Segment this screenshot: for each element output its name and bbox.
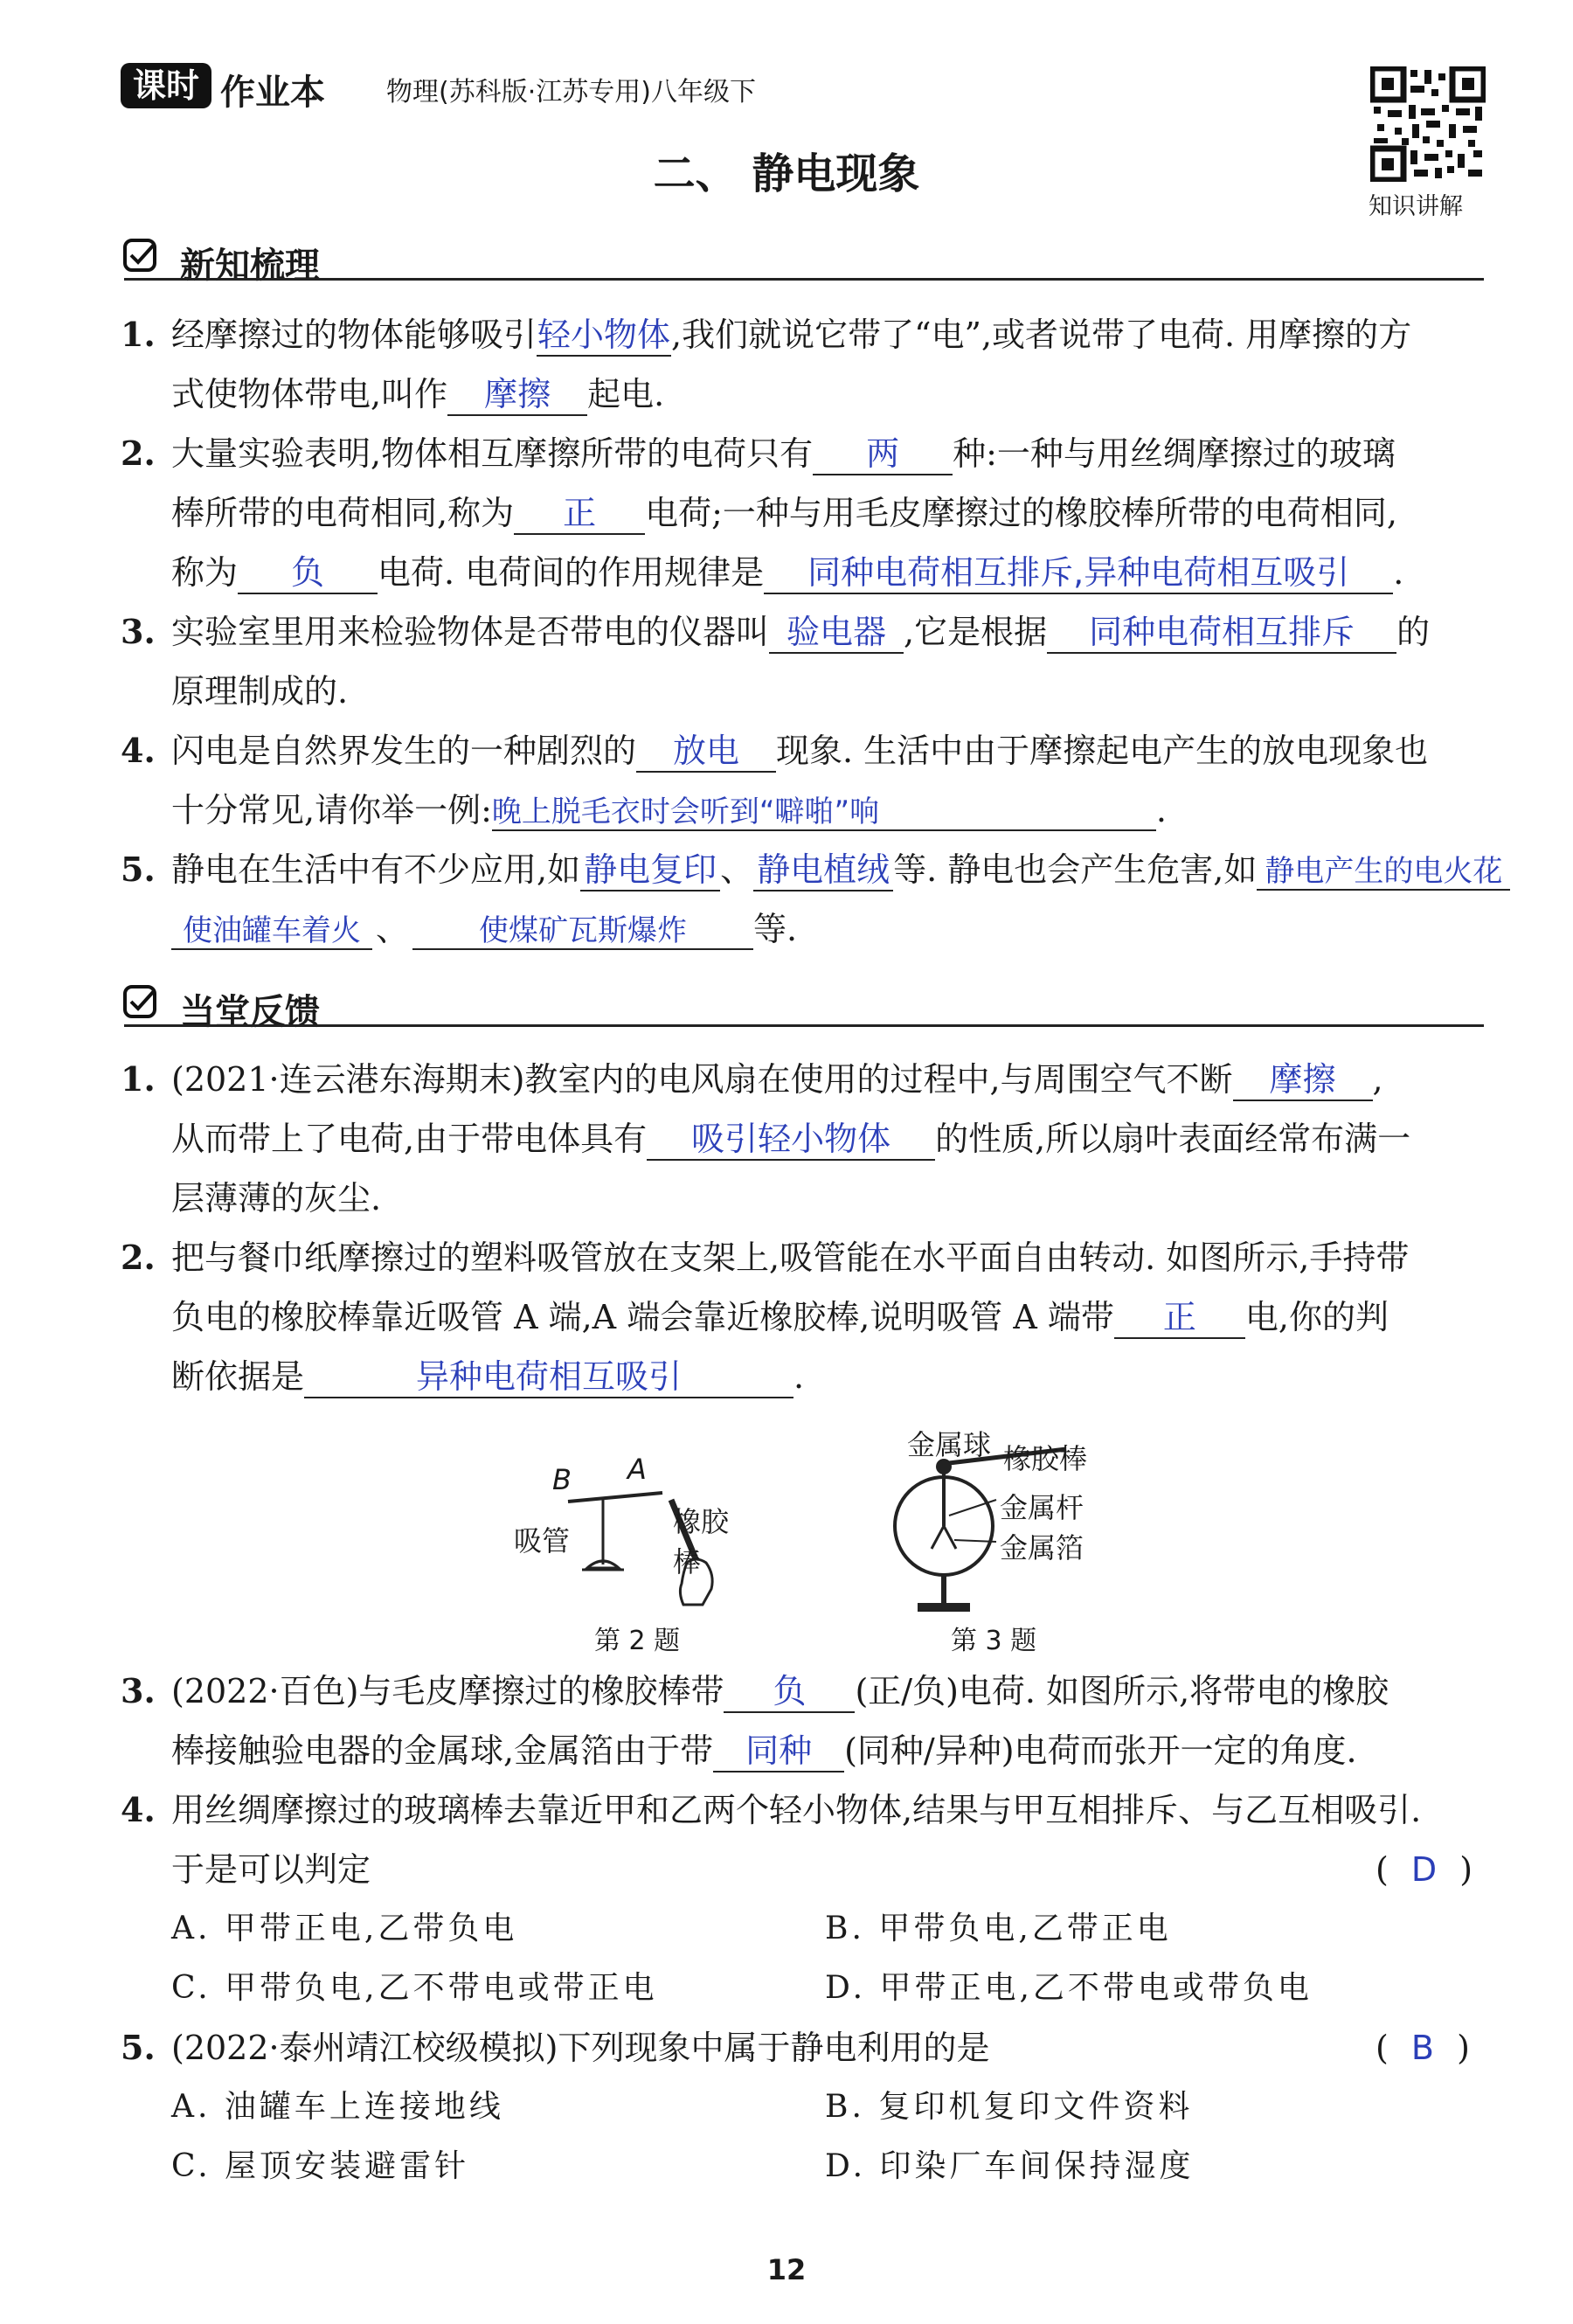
s2-q3-blank1[interactable]: 负: [724, 1673, 855, 1713]
brand-name: 作业本: [220, 73, 325, 113]
s2-q5-answer-box[interactable]: [1376, 2026, 1470, 2070]
text: 现象. 生活中由于摩擦起电产生的放电现象也: [776, 732, 1429, 770]
s1-q1-blank2[interactable]: 摩擦: [447, 376, 587, 416]
s1-q1-line2: [171, 372, 664, 416]
text: 原理制成的.: [171, 672, 349, 711]
text: 称为: [171, 553, 239, 592]
text: 的性质,所以扇叶表面经常布满一: [935, 1120, 1411, 1158]
section2-check-icon: [122, 984, 159, 1024]
text: 闪电是自然界发生的一种剧烈的: [171, 732, 637, 770]
s1-q5-line2: [171, 907, 797, 951]
text: ,我们就说它带了“电”,或者说带了电荷. 用摩擦的方: [671, 316, 1412, 354]
fig2-label-rod: 橡胶棒: [673, 1505, 730, 1578]
text: 用丝绸摩擦过的玻璃棒去靠近甲和乙两个轻小物体,结果与甲互相排斥、与乙互相吸引.: [171, 1791, 1422, 1829]
s1-q5-number: 5.: [121, 850, 156, 889]
s2-q5-option-d[interactable]: D. 印染厂车间保持湿度: [825, 2148, 1195, 2184]
text: 负电的橡胶棒靠近吸管 A 端,A 端会靠近橡胶棒,说明吸管 A 端带: [171, 1298, 1114, 1336]
text: 层薄薄的灰尘.: [171, 1179, 382, 1217]
s1-q1-number: 1.: [121, 315, 156, 354]
section2-title: 当堂反馈: [180, 992, 320, 1032]
s1-q5-blank3[interactable]: 静电产生的电火花: [1257, 855, 1510, 891]
text: 实验室里用来检验物体是否带电的仪器叫: [171, 613, 770, 651]
s2-q5-option-c[interactable]: C. 屋顶安装避雷针: [171, 2148, 470, 2184]
text: (2022·百色)与毛皮摩擦过的橡胶棒带: [171, 1672, 724, 1710]
qr-caption: 知识讲解: [1369, 193, 1463, 220]
text: 等.: [753, 910, 798, 948]
s1-q4-line2: [171, 788, 1167, 832]
s2-q4-answer-box[interactable]: [1376, 1848, 1473, 1891]
s2-q5-option-b[interactable]: B. 复印机复印文件资料: [825, 2089, 1194, 2125]
text: 经摩擦过的物体能够吸引: [171, 316, 537, 354]
s2-q5-answer: B: [1410, 2029, 1434, 2067]
paren: (: [1376, 1850, 1389, 1889]
s1-q1-blank1[interactable]: 轻小物体: [537, 316, 671, 357]
fig3-label-stem: 金属杆: [1000, 1491, 1084, 1524]
s1-q2-blank4[interactable]: 同种电荷相互排斥,异种电荷相互吸引: [764, 554, 1393, 594]
s1-q5-blank1[interactable]: 静电复印: [580, 851, 720, 891]
text: 静电在生活中有不少应用,如: [171, 850, 581, 889]
paren: ): [1457, 2029, 1470, 2067]
s1-q5-blank5[interactable]: 使煤矿瓦斯爆炸: [412, 914, 753, 950]
fig2-label-straw: 吸管: [514, 1524, 571, 1557]
s2-q1-line2: [171, 1117, 1410, 1161]
text: .: [793, 1357, 805, 1396]
s2-q1-blank2[interactable]: 吸引轻小物体: [647, 1120, 935, 1161]
s2-q3-number: 3.: [121, 1671, 156, 1710]
page-title: 二、 静电现象: [653, 149, 920, 198]
text: 起电.: [587, 375, 665, 413]
brand-logo: 课时: [121, 63, 211, 108]
text: (同种/异种)电荷而张开一定的角度.: [844, 1731, 1357, 1770]
s1-q3-line2: [171, 669, 348, 713]
paren: (: [1376, 2029, 1389, 2067]
s2-q4-number: 4.: [121, 1790, 156, 1829]
s2-q4-option-d[interactable]: D. 甲带正电,乙不带电或带负电: [825, 1970, 1313, 2006]
fig3-label-ball: 金属球: [907, 1428, 992, 1461]
s2-q5-option-a[interactable]: A. 油罐车上连接地线: [171, 2089, 504, 2125]
s2-q5-line1: [171, 2026, 989, 2070]
text: 电荷. 电荷间的作用规律是: [378, 553, 765, 592]
s2-q3-blank2[interactable]: 同种: [713, 1732, 844, 1772]
text: 电荷;一种与用毛皮摩擦过的橡胶棒所带的电荷相同,: [645, 494, 1397, 532]
text: 、: [720, 850, 754, 889]
s2-q3-line1: [171, 1669, 1389, 1713]
figure-3-caption: 第 3 题: [951, 1626, 1037, 1656]
s2-q4-line1: [171, 1788, 1421, 1832]
text: 把与餐巾纸摩擦过的塑料吸管放在支架上,吸管能在水平面自由转动. 如图所示,手持带: [171, 1238, 1410, 1277]
s2-q2-blank1[interactable]: 正: [1114, 1299, 1245, 1339]
s1-q4-blank1[interactable]: 放电: [636, 732, 776, 773]
text: (2021·连云港东海期末)教室内的电风扇在使用的过程中,与周围空气不断: [171, 1060, 1233, 1099]
section1-check-icon: [122, 238, 159, 278]
text: 式使物体带电,叫作: [171, 375, 448, 413]
s1-q2-line1: [171, 432, 1396, 475]
s2-q1-line1: [171, 1058, 1383, 1101]
text: 棒所带的电荷相同,称为: [171, 494, 515, 532]
s2-q1-number: 1.: [121, 1059, 156, 1099]
s1-q4-number: 4.: [121, 731, 156, 770]
s1-q3-number: 3.: [121, 612, 156, 651]
s2-q4-option-c[interactable]: C. 甲带负电,乙不带电或带正电: [171, 1970, 658, 2006]
section1-title: 新知梳理: [180, 246, 320, 286]
s2-q2-line3: [171, 1355, 804, 1398]
s2-q2-line2: [171, 1295, 1389, 1339]
text: (正/负)电荷. 如图所示,将带电的橡胶: [855, 1672, 1389, 1710]
s1-q5-blank2[interactable]: 静电植绒: [753, 851, 893, 891]
figure-2-caption: 第 2 题: [594, 1626, 681, 1656]
text: .: [1393, 553, 1404, 592]
figure-3: [891, 1412, 1127, 1622]
paren: ): [1459, 1850, 1473, 1889]
s1-q4-line1: [171, 729, 1428, 773]
text: 十分常见,请你举一例:: [171, 791, 492, 829]
text: 于是可以判定: [171, 1850, 371, 1889]
text: ,它是根据: [904, 613, 1048, 651]
s2-q4-option-a[interactable]: A. 甲带正电,乙带负电: [171, 1911, 518, 1946]
fig3-label-rod: 橡胶棒: [1003, 1442, 1088, 1475]
text: 等. 静电也会产生危害,如: [893, 850, 1258, 889]
s2-q4-option-b[interactable]: B. 甲带负电,乙带正电: [825, 1911, 1172, 1946]
header: [121, 63, 1484, 115]
section2-rule: [124, 1024, 1484, 1027]
s1-q2-blank1[interactable]: 两: [813, 435, 953, 475]
s1-q2-line2: [171, 491, 1397, 535]
s1-q3-blank2[interactable]: 同种电荷相互排斥: [1047, 614, 1396, 654]
text: 电,你的判: [1244, 1298, 1389, 1336]
text: 的: [1396, 613, 1431, 651]
s1-q2-blank2[interactable]: 正: [514, 495, 645, 535]
s2-q2-line1: [171, 1236, 1409, 1280]
s2-q1-blank1[interactable]: 摩擦: [1233, 1061, 1373, 1101]
fig2-label-a: A: [627, 1453, 647, 1486]
text: 、: [376, 910, 410, 948]
s2-q4-answer: D: [1410, 1850, 1438, 1889]
subject-label: 物理(苏科版·江苏专用)八年级下: [386, 77, 756, 108]
page-number: 12: [766, 2253, 807, 2286]
s2-q5-number: 5.: [121, 2028, 156, 2067]
s2-q2-blank2[interactable]: 异种电荷相互吸引: [304, 1358, 793, 1398]
text: 种:一种与用丝绸摩擦过的玻璃: [953, 434, 1396, 473]
s1-q2-number: 2.: [121, 434, 156, 473]
s1-q2-blank3[interactable]: 负: [238, 554, 378, 594]
section1-rule: [124, 278, 1484, 281]
s2-q4-line2: [171, 1848, 371, 1891]
fig3-label-foil: 金属箔: [1000, 1531, 1084, 1564]
s1-q5-line1: [171, 848, 1510, 891]
s2-q3-line2: [171, 1729, 1357, 1772]
s1-q3-blank1[interactable]: 验电器: [769, 614, 904, 654]
s2-q2-number: 2.: [121, 1238, 156, 1277]
s2-q1-line3: [171, 1176, 381, 1220]
text: 断依据是: [171, 1357, 305, 1396]
text: 大量实验表明,物体相互摩擦所带的电荷只有: [171, 434, 814, 473]
text: .: [1155, 791, 1167, 829]
text: (2022·泰州靖江校级模拟)下列现象中属于静电利用的是: [171, 2029, 990, 2067]
fig2-label-b: B: [552, 1463, 572, 1496]
s1-q4-blank2[interactable]: 晚上脱毛衣时会听到“噼啪”响: [492, 795, 1156, 831]
s1-q3-line1: [171, 610, 1430, 654]
s1-q5-blank4[interactable]: 使油罐车着火: [171, 914, 372, 950]
s1-q2-line3: [171, 551, 1403, 594]
text: ,: [1372, 1060, 1383, 1099]
text: 从而带上了电荷,由于带电体具有: [171, 1120, 648, 1158]
text: 棒接触验电器的金属球,金属箔由于带: [171, 1731, 714, 1770]
s1-q1-line1: [171, 313, 1411, 357]
